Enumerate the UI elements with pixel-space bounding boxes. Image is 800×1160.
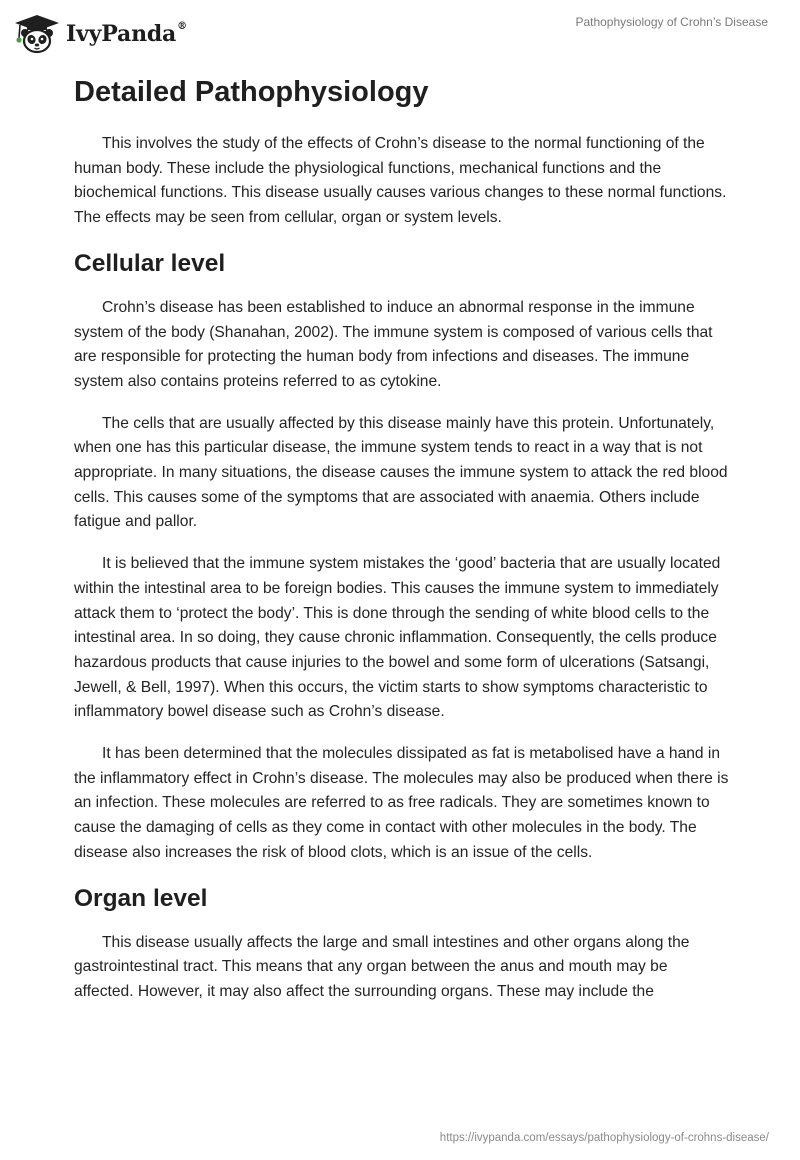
panda-graduate-icon (14, 14, 60, 54)
organ-paragraph-1: This disease usually affects the large and small intestines and other organs along the gastrointestinal tract. This means that any organ between the anus and mouth may be affected. However, it may also affect the surrounding organs. These may include the (74, 933, 690, 1000)
cellular-paragraph-3: It is believed that the immune system mistakes the ‘good’ bacteria that are usually located within the intestinal area to be foreign bodies. This causes the immune system to immediately attack them to ‘protect the body’. This is done through the sending of white blood cells to the intestinal area. In so doing, they cause chronic inflammation. Consequently, the cells produce hazardous products that cause injuries to the bowel and some form of ulcerations (Satsangi, Jewell, & Bell, 1997). When this occurs, the victim starts to show symptoms characteristic to inflammatory bowel disease such as Crohn’s disease. (74, 555, 721, 721)
source-url[interactable]: https://ivypanda.com/essays/pathophysiology-of-crohns-disease/ (439, 1132, 769, 1144)
cellular-paragraph-4: It has been determined that the molecules dissipated as fat is metabolised have a hand in the inflammatory effect in Crohn’s disease. The molecules may also be produced when there is an infection. These molecules are referred to as free radicals. They are sometimes known to cause the damaging of cells as they come in contact with other molecules in the body. The disease also increases the risk of blood clots, which is an issue of the cells. (74, 745, 729, 861)
ivypanda-logo[interactable] (14, 12, 187, 56)
section-heading-cellular: Cellular level (74, 249, 226, 277)
page-title: Detailed Pathophysiology (74, 76, 429, 108)
document-title: Pathophysiology of Crohn’s Disease (575, 15, 768, 29)
section-heading-organ: Organ level (74, 884, 208, 912)
cellular-paragraph-2: The cells that are usually affected by this disease mainly have this protein. Unfortunately, when one has this particular disease, the immune system tends to react in a way that is not appropriate. In many situations, the disease causes the immune system to attack the red blood cells. This causes some of the symptoms that are associated with anaemia. Others include fatigue and pallor. (74, 414, 728, 531)
page-header (0, 0, 800, 62)
article-body (74, 74, 730, 1005)
cellular-paragraph-1: Crohn’s disease has been established to induce an abnormal response in the immune system of the body (Shanahan, 2002). The immune system is composed of various cells that are responsible for protecting the human body from infections and diseases. The immune system also contains proteins referred to as cytokine. (74, 298, 713, 390)
intro-paragraph: This involves the study of the effects of Crohn’s disease to the normal functioning of the human body. These include the physiological functions, mechanical functions and the biochemical functions. This disease usually causes various changes to these normal functions. The effects may be seen from cellular, organ or system levels. (74, 135, 727, 227)
brand-name: IvyPanda® (66, 21, 187, 47)
